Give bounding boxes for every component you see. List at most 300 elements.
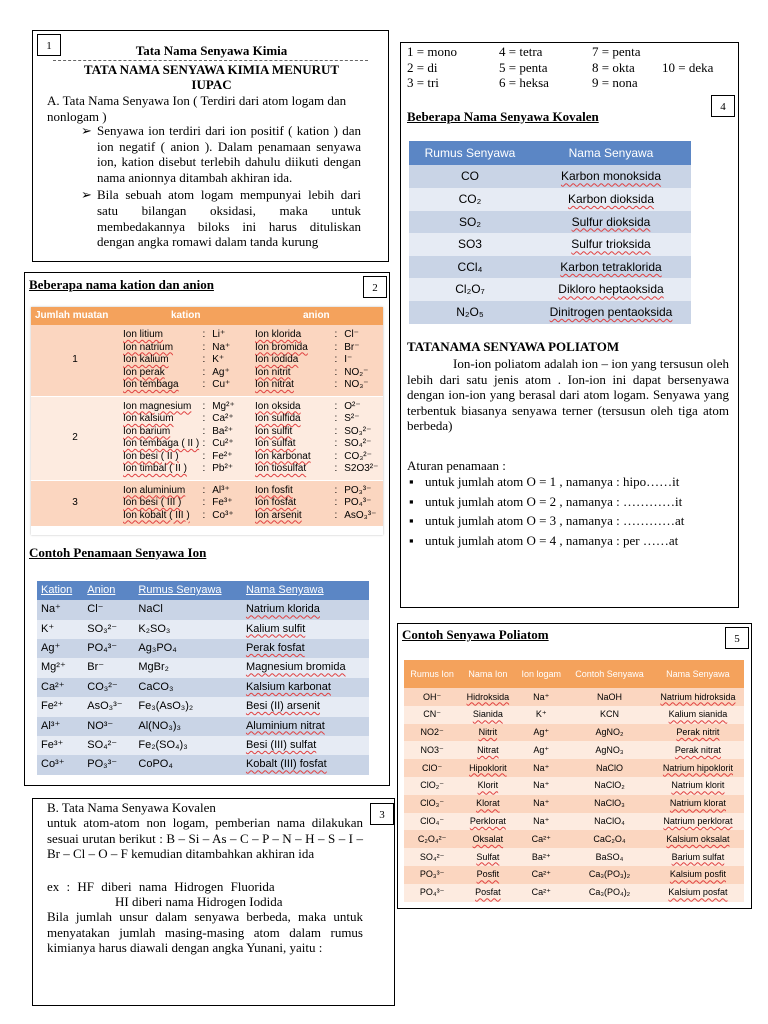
- column-header: Ion logam: [515, 660, 567, 688]
- section-box-4: [400, 42, 739, 608]
- table-cell: Perak nitrat: [652, 741, 744, 759]
- ion-name: Ion bromida: [255, 341, 308, 353]
- ion-symbol: Cu⁺: [212, 379, 231, 390]
- kation-anion-table: [31, 307, 383, 535]
- ion-colon: :: [202, 497, 206, 508]
- ion-colon: :: [202, 379, 206, 390]
- table-cell: NaClO: [567, 759, 652, 777]
- table-cell: NO³⁻: [83, 717, 134, 736]
- table-cell: NO3⁻: [404, 741, 460, 759]
- prefix-item: 6 = heksa: [499, 75, 549, 91]
- table-row: [37, 697, 369, 716]
- ion-symbol: Cu²⁺: [212, 438, 234, 449]
- table-cell: Ca₃(PO₄)₂: [567, 884, 652, 902]
- table-cell: Klorat: [460, 795, 515, 813]
- poliatom-heading: TATANAMA SENYAWA POLIATOM: [407, 339, 620, 354]
- table-cell: K⁺: [515, 706, 567, 724]
- table-cell: Hidroksida: [460, 688, 515, 706]
- ion-line: [255, 329, 383, 342]
- iupac-title-line2: IUPAC: [191, 77, 232, 92]
- table-cell: NaClO₃: [567, 795, 652, 813]
- table-cell: Ag₃PO₄: [134, 639, 242, 658]
- table-row: [409, 233, 691, 256]
- rule-text: untuk jumlah atom O = 3 , namanya : …………at: [425, 513, 685, 529]
- ion-symbol: S²⁻: [344, 413, 360, 424]
- table-cell: K⁺: [37, 620, 83, 639]
- ion-line: [123, 379, 251, 392]
- table-cell: ClO₂⁻: [404, 777, 460, 795]
- table-cell: Mg²⁺: [37, 658, 83, 677]
- table-header: [409, 141, 691, 165]
- ion-colon: :: [334, 463, 338, 474]
- column-header: Kation: [37, 581, 83, 600]
- table-cell: ClO₃⁻: [404, 795, 460, 813]
- ion-symbol: Pb²⁺: [212, 463, 234, 474]
- page-title: Tata Nama Senyawa Kimia: [135, 43, 288, 58]
- prefix-item: [662, 75, 722, 91]
- ion-line: [255, 342, 383, 355]
- table-row: [37, 600, 369, 619]
- table-row: [37, 639, 369, 658]
- ion-symbol: Li⁺: [212, 329, 226, 340]
- ion-name: Ion fosfit: [255, 484, 293, 496]
- table-cell: Na⁺: [515, 795, 567, 813]
- ion-colon: :: [334, 413, 338, 424]
- iupac-title-line1: TATA NAMA SENYAWA KIMIA MENURUT: [83, 62, 340, 77]
- ion-name: Ion tembaga: [123, 379, 179, 390]
- column-header: Nama Senyawa: [652, 660, 744, 688]
- table-cell: Karbon tetraklorida: [531, 256, 691, 279]
- table-row: [404, 866, 744, 884]
- table-cell: CCl₄: [409, 256, 531, 279]
- section-a-heading: A. Tata Nama Senyawa Ion ( Terdiri dari atom logam dan nonlogam ): [47, 93, 347, 124]
- ion-line: [123, 497, 251, 510]
- anion-cell: [251, 329, 383, 392]
- ion-symbol: I⁻: [344, 354, 353, 365]
- square-bullet-icon: ▪: [409, 513, 414, 529]
- column-header: Nama Senyawa: [242, 581, 369, 600]
- table-cell: CN⁻: [404, 706, 460, 724]
- column-header: Rumus Ion: [404, 660, 460, 688]
- box-number: 4: [711, 95, 735, 117]
- table-cell: SO₃²⁻: [83, 620, 134, 639]
- table-header: [37, 581, 369, 600]
- ion-colon: :: [334, 425, 338, 437]
- prefix-item: 5 = penta: [499, 59, 548, 75]
- ion-symbol: SO₄²⁻: [344, 438, 372, 449]
- ion-line: [123, 463, 251, 476]
- prefix-item: 1 = mono: [407, 44, 457, 59]
- table-cell: Fe₂(SO₄)₃: [134, 736, 242, 755]
- square-bullet-icon: ▪: [409, 493, 414, 509]
- ion-name: Ion nitrit: [255, 366, 291, 378]
- table-row: [31, 397, 383, 481]
- table-cell: Fe²⁺: [37, 697, 83, 716]
- table-row: [409, 165, 691, 188]
- box-number: 5: [725, 627, 749, 649]
- table-cell: SO₄²⁻: [404, 848, 460, 866]
- table-cell: Nitrit: [460, 724, 515, 742]
- ion-line: [255, 379, 383, 392]
- table-cell: SO₄²⁻: [83, 736, 134, 755]
- table-cell: Natrium hipoklorit: [652, 759, 744, 777]
- kation-cell: [119, 401, 251, 476]
- contoh-ion-heading: Contoh Penamaan Senyawa Ion: [29, 545, 207, 560]
- ion-symbol: Ba²⁺: [212, 425, 234, 437]
- ion-symbol: Ag⁺: [212, 366, 230, 378]
- ion-line: [255, 401, 383, 414]
- anion-cell: [251, 401, 383, 476]
- ion-groups: [31, 325, 383, 527]
- table-row: [404, 741, 744, 759]
- table-cell: CO₂: [409, 188, 531, 211]
- ion-name: Ion sulfit: [255, 425, 293, 437]
- ion-name: Ion besi ( III ): [123, 497, 182, 508]
- table-cell: CO: [409, 165, 531, 188]
- table-cell: KCN: [567, 706, 652, 724]
- prefix-item: 2 = di: [407, 59, 438, 75]
- box-number: 1: [37, 34, 61, 56]
- ion-line: [123, 451, 251, 464]
- kovalen-rules-paragraph: untuk atom-atom non logam, pemberian nama dilakukan sesuai urutan berikut : B – Si – As – C – P – N – H – S – I – Br – Cl – O – F kemudian ditambahkan akhiran ida: [47, 815, 363, 862]
- table-cell: Na⁺: [515, 688, 567, 706]
- ion-name: Ion oksida: [255, 400, 301, 412]
- table-cell: Nitrat: [460, 741, 515, 759]
- table-row: [409, 278, 691, 301]
- ion-symbol: PO₄³⁻: [344, 497, 372, 508]
- ion-name: Ion tiosulfat: [255, 463, 307, 474]
- table-cell: K₂SO₃: [134, 620, 242, 639]
- ion-line: [123, 329, 251, 342]
- table-cell: PO₄³⁻: [83, 639, 134, 658]
- table-row: [37, 658, 369, 677]
- ion-name: Ion kalium: [123, 354, 169, 365]
- ion-line: [255, 485, 383, 498]
- prefix-item: 4 = tetra: [499, 44, 543, 59]
- table-cell: Posfat: [460, 884, 515, 902]
- ion-name: Ion iodida: [255, 354, 299, 365]
- ion-symbol: AsO₃³⁻: [344, 509, 377, 521]
- table-cell: Na⁺: [37, 600, 83, 619]
- ion-line: [123, 510, 251, 523]
- ion-name: Ion natrium: [123, 341, 174, 353]
- table-cell: Perklorat: [460, 813, 515, 831]
- poliatom-example-heading: Contoh Senyawa Poliatom: [402, 627, 549, 642]
- contoh-ion-table: [37, 581, 369, 775]
- table-cell: Ba²⁺: [515, 848, 567, 866]
- ion-name: Ion timbal ( II ): [123, 463, 187, 474]
- table-cell: NaOH: [567, 688, 652, 706]
- table-cell: SO3: [409, 233, 531, 256]
- ion-symbol: K⁺: [212, 354, 225, 365]
- example-line-2: HI diberi nama Hidrogen Iodida: [115, 894, 283, 909]
- table-cell: OH⁻: [404, 688, 460, 706]
- ion-colon: :: [202, 354, 206, 365]
- list-item: [407, 494, 725, 510]
- column-header: Rumus Senyawa: [134, 581, 242, 600]
- ion-symbol: NO₃⁻: [344, 379, 369, 390]
- column-header: Anion: [83, 581, 134, 600]
- ion-line: [123, 342, 251, 355]
- prefix-item: [662, 44, 722, 60]
- table-cell: Ag⁺: [515, 724, 567, 742]
- table-cell: Na⁺: [515, 759, 567, 777]
- table-cell: Magnesium bromida: [242, 658, 369, 677]
- table-cell: PO₃³⁻: [404, 866, 460, 884]
- table-cell: Ca²⁺: [515, 830, 567, 848]
- table-cell: AgNO₂: [567, 724, 652, 742]
- table-cell: ClO⁻: [404, 759, 460, 777]
- table-cell: Ca²⁺: [515, 866, 567, 884]
- table-cell: Ag⁺: [37, 639, 83, 658]
- ion-rules-list: [77, 123, 361, 250]
- table-cell: Barium sulfat: [652, 848, 744, 866]
- box-number: 3: [370, 803, 394, 825]
- kovalen-table: [409, 141, 691, 324]
- ion-name: Ion tembaga ( II ): [123, 438, 200, 449]
- ion-name: Ion karbonat: [255, 450, 311, 462]
- table-cell: PO₄³⁻: [404, 884, 460, 902]
- ion-symbol: Cl⁻: [344, 329, 359, 340]
- poliatom-table: [404, 660, 744, 902]
- ion-name: Ion magnesium: [123, 400, 192, 412]
- table-header: [404, 660, 744, 688]
- kation-anion-heading: Beberapa nama kation dan anion: [29, 277, 214, 292]
- prefix-row: [407, 60, 727, 76]
- ion-colon: :: [334, 341, 338, 353]
- ion-name: Ion fosfat: [255, 497, 297, 508]
- square-bullet-icon: ▪: [409, 532, 414, 548]
- table-row: [409, 211, 691, 234]
- table-cell: Co³⁺: [37, 755, 83, 774]
- table-cell: Posfit: [460, 866, 515, 884]
- arrow-bullet-icon: ➢: [81, 187, 92, 203]
- table-row: [404, 884, 744, 902]
- ion-symbol: Co³⁺: [212, 509, 234, 521]
- ion-name: Ion nitrat: [255, 379, 294, 390]
- list-item: [407, 513, 725, 529]
- ion-colon: :: [202, 341, 206, 353]
- rule-text: untuk jumlah atom O = 1 , namanya : hipo……it: [425, 474, 680, 489]
- greek-prefix-paragraph: Bila jumlah unsur dalam senyawa berbeda, maka untuk menyatakan jumlah masing-masing atom dalam rumus kimianya harus diawali dengan angka Yunani, yaitu :: [47, 909, 363, 956]
- table-cell: Br⁻: [83, 658, 134, 677]
- prefix-row: [407, 44, 727, 60]
- table-cell: Sianida: [460, 706, 515, 724]
- ion-line: [255, 413, 383, 426]
- list-item: ➢ Senyawa ion terdiri dari ion positif ( kation ) dan ion negatif ( anion ). Dalam penamaan senyawa ion, kation disebut terlebih dahulu diikuti dengan nama anionnya ditambah akhiran ida.: [81, 123, 361, 185]
- ion-colon: :: [334, 509, 338, 521]
- table-cell: Fe₃(AsO₃)₂: [134, 697, 242, 716]
- table-cell: Kalsium posfit: [652, 866, 744, 884]
- column-header: Nama Ion: [460, 660, 515, 688]
- ion-line: [255, 510, 383, 523]
- table-cell: NaClO₄: [567, 813, 652, 831]
- table-cell: Kalium sianida: [652, 706, 744, 724]
- table-cell: CaCO₃: [134, 678, 242, 697]
- table-cell: Aluminium nitrat: [242, 717, 369, 736]
- ion-line: [123, 401, 251, 414]
- ion-line: [123, 367, 251, 380]
- ion-name: Ion arsenit: [255, 509, 302, 521]
- ion-name: Ion kalsium: [123, 413, 174, 424]
- kovalen-heading: Beberapa Nama Senyawa Kovalen: [407, 109, 599, 124]
- table-row: [37, 717, 369, 736]
- prefix-row: [407, 75, 727, 91]
- ion-name: Ion perak: [123, 366, 165, 378]
- ion-colon: :: [202, 450, 206, 462]
- table-row: [409, 301, 691, 324]
- table-cell: Klorit: [460, 777, 515, 795]
- table-row: [31, 481, 383, 528]
- ion-colon: :: [334, 497, 338, 508]
- table-cell: Kalsium posfat: [652, 884, 744, 902]
- ion-symbol: CO₃²⁻: [344, 450, 372, 462]
- ion-line: [255, 367, 383, 380]
- column-header: kation: [171, 310, 201, 321]
- list-item: [407, 474, 725, 490]
- section-b-heading: B. Tata Nama Senyawa Kovalen: [47, 800, 216, 815]
- ion-colon: :: [334, 400, 338, 412]
- ion-colon: :: [202, 463, 206, 474]
- table-row: [37, 678, 369, 697]
- ion-line: [123, 354, 251, 367]
- table-row: [409, 256, 691, 279]
- table-cell: Ag⁺: [515, 741, 567, 759]
- section-box-3: [32, 798, 395, 1006]
- table-cell: Perak nitrit: [652, 724, 744, 742]
- ion-colon: :: [202, 329, 206, 340]
- anion-cell: [251, 485, 383, 523]
- arrow-bullet-icon: ➢: [81, 123, 92, 138]
- table-cell: Karbon monoksida: [531, 165, 691, 188]
- table-cell: Natrium perklorat: [652, 813, 744, 831]
- ion-line: [255, 354, 383, 367]
- table-cell: Cl₂O₇: [409, 278, 531, 301]
- ion-symbol: O²⁻: [344, 400, 361, 412]
- ion-colon: :: [202, 438, 206, 449]
- box-number: 2: [363, 276, 387, 298]
- table-cell: BaSO₄: [567, 848, 652, 866]
- table-cell: N₂O₅: [409, 301, 531, 324]
- table-cell: Kobalt (III) fosfat: [242, 755, 369, 774]
- table-cell: Sulfat: [460, 848, 515, 866]
- list-item: ➢ Bila sebuah atom logam mempunyai lebih dari satu bilangan oksidasi, maka untuk membedakannya biloks ini harus dituliskan dengan angka romawi dalam tanda kurung: [81, 187, 361, 250]
- table-cell: MgBr₂: [134, 658, 242, 677]
- table-cell: Hipoklorit: [460, 759, 515, 777]
- poliatom-paragraph: Ion-ion poliatom adalah ion – ion yang tersusun oleh lebih dari satu jenis atom . Ion-ion ini dapat bersenyawa dengan ion-ion yang berasal dari atom logam. Senyawa yang terbentuk biasanya senyawa terner (tersusun oleh tiga atom berbeda): [407, 356, 729, 434]
- table-row: [31, 325, 383, 397]
- column-header: anion: [303, 310, 330, 321]
- table-cell: Kalsium oksalat: [652, 830, 744, 848]
- prefix-item: 9 = nona: [592, 75, 638, 91]
- table-cell: Karbon dioksida: [531, 188, 691, 211]
- table-cell: CoPO₄: [134, 755, 242, 774]
- table-cell: Kalium sulfit: [242, 620, 369, 639]
- table-cell: Al³⁺: [37, 717, 83, 736]
- table-cell: Ca²⁺: [37, 678, 83, 697]
- ion-colon: :: [334, 450, 338, 462]
- ion-name: Ion kobalt ( III ): [123, 509, 190, 521]
- table-cell: NaClO₂: [567, 777, 652, 795]
- table-cell: CO₃²⁻: [83, 678, 134, 697]
- ion-name: Ion sulfat: [255, 438, 296, 449]
- ion-colon: :: [202, 425, 206, 437]
- ion-line: [255, 497, 383, 510]
- table-header: [31, 307, 383, 325]
- ion-colon: :: [202, 400, 206, 412]
- rule-text: untuk jumlah atom O = 4 , namanya : per ……at: [425, 532, 679, 548]
- list-item: [407, 533, 725, 549]
- table-row: [37, 620, 369, 639]
- ion-symbol: Fe²⁺: [212, 450, 233, 462]
- table-row: [409, 188, 691, 211]
- table-cell: Oksalat: [460, 830, 515, 848]
- ion-symbol: SO₃²⁻: [344, 425, 372, 437]
- naming-rules-list: [407, 474, 725, 552]
- table-row: [404, 830, 744, 848]
- ion-symbol: Fe³⁺: [212, 497, 233, 508]
- table-cell: Kalsium karbonat: [242, 678, 369, 697]
- ion-symbol: Ca²⁺: [212, 413, 234, 424]
- section-box-1: [32, 30, 389, 262]
- ion-symbol: PO₃³⁻: [344, 484, 372, 496]
- ion-colon: :: [334, 354, 338, 365]
- table-row: [37, 736, 369, 755]
- ion-symbol: NO₂⁻: [344, 366, 369, 378]
- charge-cell: 1: [72, 354, 78, 366]
- section-box-2: [24, 272, 390, 786]
- ion-line: [123, 413, 251, 426]
- table-cell: Sulfur dioksida: [531, 211, 691, 234]
- column-header: Jumlah muatan: [35, 310, 109, 321]
- square-bullet-icon: ▪: [409, 474, 414, 489]
- ion-name: Ion barium: [123, 425, 171, 437]
- table-cell: Na⁺: [515, 777, 567, 795]
- table-row: [404, 706, 744, 724]
- column-header: Rumus Senyawa: [409, 141, 531, 165]
- table-cell: Cl⁻: [83, 600, 134, 619]
- table-cell: Na⁺: [515, 813, 567, 831]
- ion-colon: :: [202, 366, 206, 378]
- ion-line: [123, 485, 251, 498]
- ion-colon: :: [334, 329, 338, 340]
- ion-name: Ion litium: [123, 329, 164, 340]
- kation-cell: [119, 485, 251, 523]
- table-cell: Natrium hidroksida: [652, 688, 744, 706]
- table-cell: Ca₃(PO₃)₂: [567, 866, 652, 884]
- table-cell: Sulfur trioksida: [531, 233, 691, 256]
- section-box-5: [397, 623, 752, 909]
- table-cell: NaCl: [134, 600, 242, 619]
- ion-line: [123, 438, 251, 451]
- ion-line: [255, 451, 383, 464]
- title-divider: [53, 60, 368, 61]
- table-row: [404, 848, 744, 866]
- charge-cell: 2: [72, 432, 78, 443]
- table-row: [37, 755, 369, 774]
- table-cell: Ca²⁺: [515, 884, 567, 902]
- ion-line: [255, 426, 383, 439]
- table-cell: Al(NO₃)₃: [134, 717, 242, 736]
- ion-name: Ion aluminium: [123, 484, 186, 496]
- table-cell: ClO₄⁻: [404, 813, 460, 831]
- table-row: [404, 724, 744, 742]
- ion-colon: :: [334, 379, 338, 390]
- column-header: Nama Senyawa: [531, 141, 691, 165]
- table-cell: NO2⁻: [404, 724, 460, 742]
- table-cell: Dikloro heptaoksida: [531, 278, 691, 301]
- example-line-1: ex : HF diberi nama Hidrogen Fluorida: [47, 879, 275, 894]
